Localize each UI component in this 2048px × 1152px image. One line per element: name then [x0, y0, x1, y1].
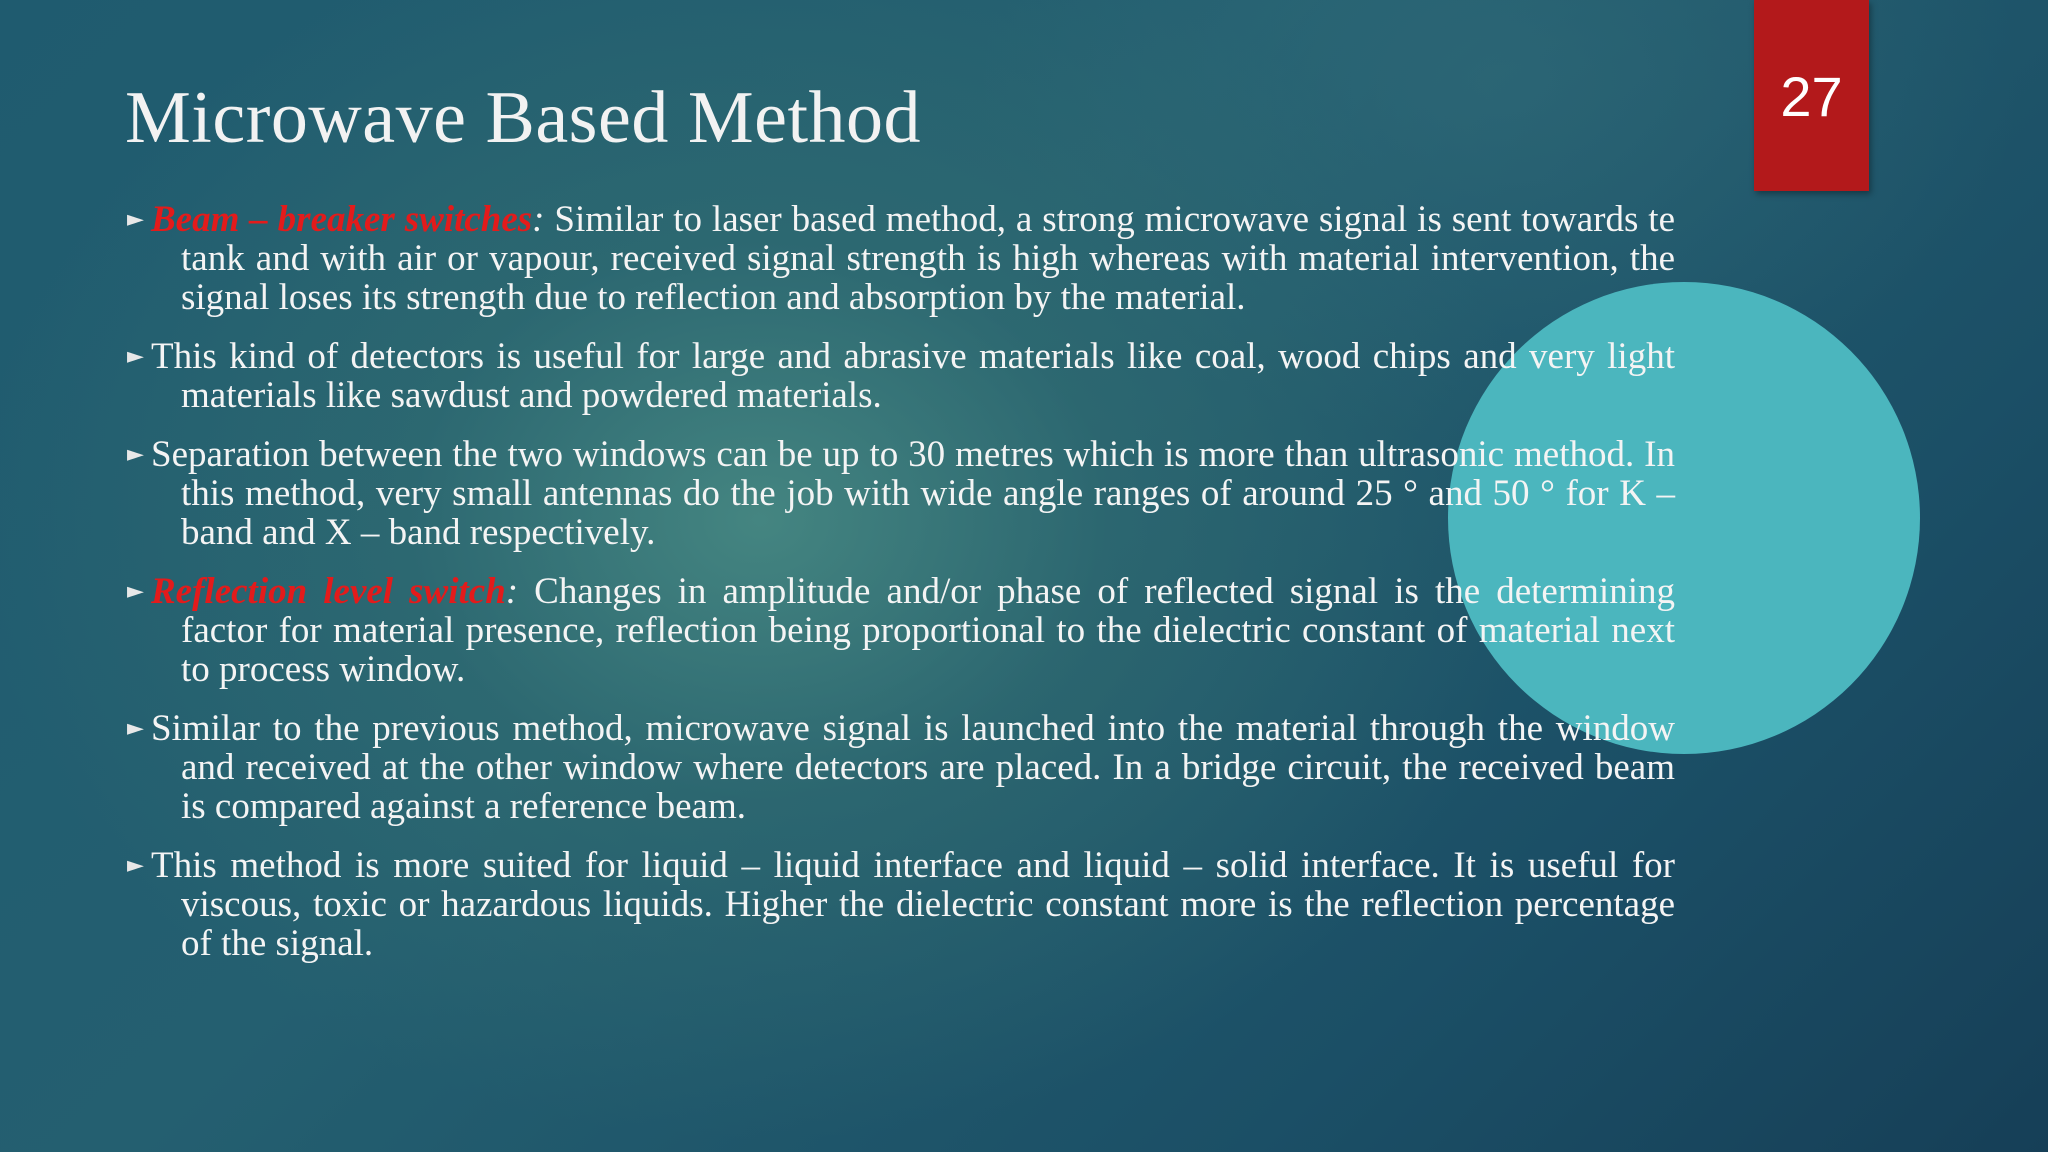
bullet-item-window-separation: [125, 435, 1675, 552]
page-number-tab: [1754, 0, 1869, 191]
page-number: 27: [1780, 65, 1843, 128]
bullet-text: [151, 434, 1675, 553]
bullet-arrow-icon: ►: [127, 344, 144, 369]
bullet-item-liquid-interface: [125, 846, 1675, 963]
bullet-arrow-icon: ►: [127, 207, 144, 232]
bullet-text: [151, 336, 1675, 416]
bullet-body: Similar to laser based method, a strong microwave signal is sent towards te tank and with air or vapour, received signal strength is high whereas with material intervention, the signal loses its strength due to reflection and absorption by the material.: [181, 199, 1675, 318]
bullet-arrow-icon: ►: [127, 442, 144, 467]
bullet-item-beam-breaker: [125, 200, 1675, 317]
bullet-item-reflection-switch: [125, 572, 1675, 689]
bullet-text: [151, 708, 1675, 827]
bullet-body: This method is more suited for liquid – liquid interface and liquid – solid interface. It is useful for viscous, toxic or hazardous liquids. Higher the dielectric constant more is the reflection percentage of the signal.: [151, 845, 1675, 964]
bullet-body: Separation between the two windows can be up to 30 metres which is more than ultrasonic method. In this method, very small antennas do the job with wide angle ranges of around 25 ° and 50 ° for K – band and X – band respectively.: [151, 434, 1675, 553]
bullet-text: [151, 199, 1675, 318]
bullet-arrow-icon: ►: [127, 716, 144, 741]
bullet-arrow-icon: ►: [127, 853, 144, 878]
bullet-list: [125, 200, 1675, 983]
slide-title: Microwave Based Method: [125, 77, 922, 159]
keyword-separator: :: [505, 571, 519, 612]
bullet-arrow-icon: ►: [127, 579, 144, 604]
bullet-item-bridge-circuit: [125, 709, 1675, 826]
keyword-separator: :: [532, 199, 545, 240]
bullet-item-detector-use: [125, 337, 1675, 415]
bullet-text: [151, 571, 1675, 690]
bullet-body: This kind of detectors is useful for large and abrasive materials like coal, wood chips and very light materials like sawdust and powdered materials.: [151, 336, 1675, 416]
bullet-body: Changes in amplitude and/or phase of reflected signal is the determining factor for material presence, reflection being proportional to the dielectric constant of material next to process window.: [181, 571, 1675, 690]
bullet-body: Similar to the previous method, microwave signal is launched into the material through the window and received at the other window where detectors are placed. In a bridge circuit, the received beam is compared against a reference beam.: [151, 708, 1675, 827]
bullet-text: [151, 845, 1675, 964]
bullet-keyword: Beam – breaker switches: [151, 199, 533, 240]
bullet-keyword: Reflection level switch: [151, 571, 506, 612]
